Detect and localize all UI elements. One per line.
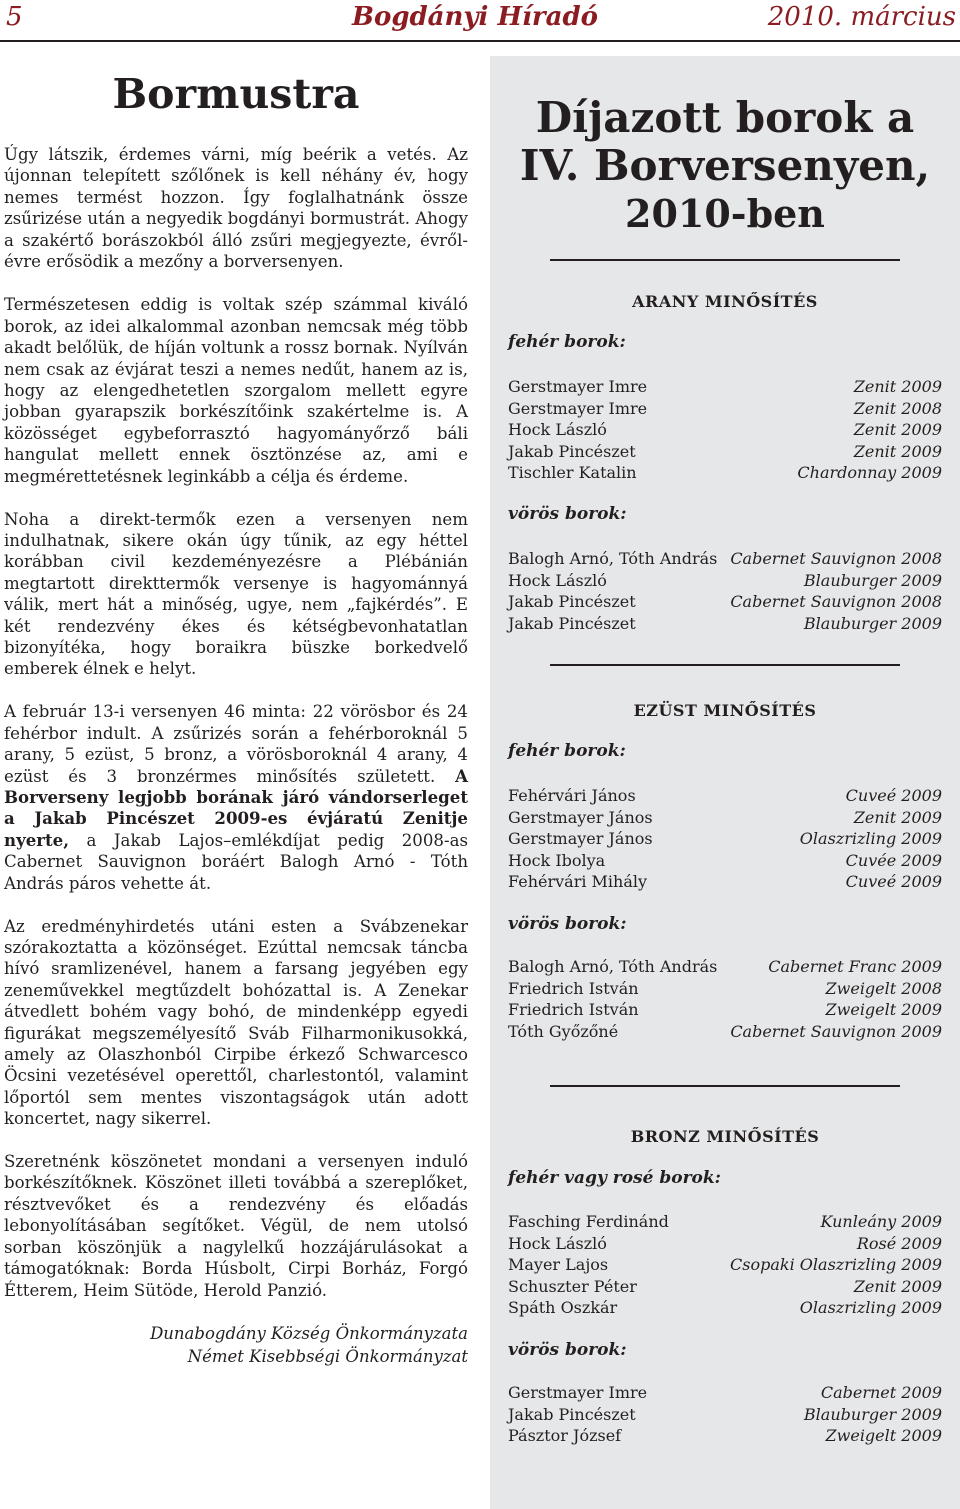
silver-white-list	[508, 785, 942, 893]
awards-title	[490, 94, 960, 238]
winemaker-name: Tischler Katalin	[508, 463, 637, 482]
awards-sidebar	[490, 56, 960, 1509]
award-row	[508, 978, 942, 1000]
wine-name: Zenit 2009	[853, 1276, 942, 1296]
wine-name: Zenit 2008	[853, 398, 942, 418]
award-row	[508, 1382, 942, 1404]
winemaker-name: Pásztor József	[508, 1426, 622, 1445]
winemaker-name: Hock László	[508, 420, 607, 439]
award-row	[508, 613, 942, 635]
paragraph-4-text-b: a Jakab Lajos–emlékdíjat pedig 2008-as Cabernet Sauvignon boráért Balogh Arnó - Tóth András páros vehette át.	[4, 830, 468, 893]
winemaker-name: Hock László	[508, 1233, 607, 1253]
article-paragraph-6: Szeretnénk köszönetet mondani a versenyen induló borkészítőknek. Köszönet illeti továbbá a szereplőket, résztvevőket és a rendezvény és előadás lebonyolításában segítőket. Végül, de nem utolsó sorban köszönjük a nagylelkű hozzájárulásokat a támogatóknak: Borda Húsbolt, Cirpi Borház, Forgó Étterem, Heim Sütöde, Herold Panzió.	[4, 1152, 468, 1300]
award-row	[508, 828, 942, 850]
winemaker-name: Friedrich István	[508, 978, 639, 998]
silver-divider	[550, 664, 900, 666]
article-paragraph-4	[4, 701, 468, 894]
wine-name: Cabernet Sauvignon 2008	[730, 549, 942, 568]
wine-name: Zenit 2009	[853, 420, 942, 439]
gold-red-category: vörös borok:	[508, 504, 627, 524]
signature	[4, 1322, 468, 1368]
article-paragraph-5: Az eredményhirdetés utáni esten a Svábzenekar szórakoztatta a közönséget. Ezúttal nemcsak táncba hívó sramlizenével, hanem a farsang jegyében egy zeneművekkel megtűzdelt bohózattal is. A Zenekar átvedlett bohém vagy bohó, de mindenképp egyedi figurákat megszemélyesítő Sváb Filharmonikusokká, amely az Olaszhonból Cirpibe érkező Schwarcesco Öcsini vezetésével operettől, charlestontól, valamint lőportól sem mentes viszontagságok után adott koncertet, nagy sikerrel.	[4, 916, 468, 1129]
gold-white-category: fehér borok:	[508, 332, 626, 352]
gold-red-list	[508, 548, 942, 634]
award-row	[508, 1211, 942, 1233]
award-row	[508, 1276, 942, 1298]
signature-line-1: Dunabogdány Község Önkormányzata	[150, 1324, 468, 1344]
winemaker-name: Tóth Győzőné	[508, 1021, 619, 1041]
bronze-red-list	[508, 1382, 942, 1447]
winemaker-name: Gerstmayer János	[508, 807, 653, 827]
paragraph-4-text-a: A február 13-i versenyen 46 minta: 22 vörösbor és 24 fehérbor indult. A zsűrizés során a fehérboroknál 5 arany, 5 ezüst, 5 bronz, a vörösboroknál 4 arany, 4 ezüst és 3 bronzérmes minősítés született.	[4, 702, 468, 786]
winemaker-name: Jakab Pincészet	[508, 592, 636, 611]
wine-name: Cabernet Franc 2009	[768, 957, 942, 976]
wine-name: Cuveé 2009	[845, 872, 942, 891]
winemaker-name: Balogh Arnó, Tóth András	[508, 957, 718, 976]
award-row	[508, 376, 942, 398]
award-row	[508, 1404, 942, 1426]
award-row	[508, 1254, 942, 1276]
winemaker-name: Fehérvári Mihály	[508, 872, 648, 891]
award-row	[508, 807, 942, 829]
winemaker-name: Schuszter Péter	[508, 1276, 637, 1296]
gold-heading: ARANY MINŐSÍTÉS	[632, 292, 818, 311]
awards-title-line-1: Díjazott borok a	[535, 93, 915, 142]
article-title: Bormustra	[112, 70, 360, 118]
article-column	[4, 58, 468, 1368]
award-row	[508, 1425, 942, 1447]
winemaker-name: Hock Ibolya	[508, 850, 606, 870]
wine-name: Cuveé 2009	[845, 786, 942, 805]
gold-divider	[550, 259, 900, 261]
winemaker-name: Gerstmayer János	[508, 829, 653, 848]
awards-title-line-2: IV. Borversenyen,	[519, 141, 931, 190]
page-number: 5	[6, 2, 23, 32]
silver-white-category: fehér borok:	[508, 741, 626, 761]
wine-name: Cuvée 2009	[845, 850, 942, 870]
header-divider	[0, 40, 960, 42]
award-row	[508, 1297, 942, 1319]
winemaker-name: Fehérvári János	[508, 786, 636, 805]
winemaker-name: Gerstmayer Imre	[508, 398, 648, 418]
page-header	[0, 0, 960, 40]
wine-name: Zenit 2009	[853, 441, 942, 461]
wine-name: Cabernet 2009	[820, 1383, 942, 1402]
winemaker-name: Hock László	[508, 570, 607, 590]
wine-name: Zenit 2009	[853, 377, 942, 396]
awards-title-line-3: 2010-ben	[625, 191, 825, 236]
article-paragraph-2: Természetesen eddig is voltak szép számmal kiváló borok, az idei alkalommal azonban nemcsak még több akadt belőlük, de híján voltunk a rossz bornak. Nyílván nem csak az évjárat teszi a nemes nedűt, hanem az is, hogy az elengedhetetlen szorgalom mellett egyre jobban gyarapszik borkészítőink szakértelme is. A közösséget egybeforrasztó hagyományőrző báli hangulat mellett ennek ösztönzése az, ami e megmérettetésnek leginkább a célja és érdeme.	[4, 295, 468, 486]
award-row	[508, 398, 942, 420]
wine-name: Kunleány 2009	[820, 1212, 942, 1231]
wine-name: Zweigelt 2009	[825, 1426, 942, 1445]
wine-name: Zenit 2009	[853, 807, 942, 827]
wine-name: Cabernet Sauvignon 2008	[730, 592, 942, 611]
award-row	[508, 570, 942, 592]
wine-name: Blauburger 2009	[803, 613, 942, 633]
wine-name: Olaszrizling 2009	[799, 829, 942, 848]
silver-red-category: vörös borok:	[508, 914, 627, 934]
winemaker-name: Jakab Pincészet	[508, 1404, 636, 1424]
award-row	[508, 1233, 942, 1255]
award-row	[508, 591, 942, 613]
winemaker-name: Mayer Lajos	[508, 1255, 609, 1274]
wine-name: Rosé 2009	[856, 1233, 942, 1253]
winemaker-name: Spáth Oszkár	[508, 1298, 618, 1317]
winemaker-name: Friedrich István	[508, 1000, 639, 1019]
award-row	[508, 956, 942, 978]
article-paragraph-3: Noha a direkt-termők ezen a versenyen nem indulhatnak, sikere okán úgy tűnik, az egy héttel korábban civil kezdeményezésre a Plébánián megtartott direkttermők versenye is hagyománnyá válik, mert hát a minőség, ugye, nem „fajkérdés”. E két rendezvény ékes és kétségbevonhatatlan bizonyítéka, hogy boraikra büszke borkedvelő emberek élnek e helyt.	[4, 509, 468, 679]
winemaker-name: Jakab Pincészet	[508, 441, 636, 461]
award-row	[508, 419, 942, 441]
newspaper-title: Bogdányi Híradó	[352, 2, 598, 32]
bronze-heading: BRONZ MINŐSÍTÉS	[630, 1127, 820, 1146]
award-row	[508, 441, 942, 463]
wine-name: Zweigelt 2009	[825, 1000, 942, 1019]
bronze-white-list	[508, 1211, 942, 1319]
winemaker-name: Gerstmayer Imre	[508, 377, 648, 396]
winemaker-name: Gerstmayer Imre	[508, 1383, 648, 1402]
wine-name: Zweigelt 2008	[825, 978, 942, 998]
wine-name: Cabernet Sauvignon 2009	[730, 1021, 942, 1041]
bronze-divider	[550, 1085, 900, 1087]
winemaker-name: Balogh Arnó, Tóth András	[508, 549, 718, 568]
award-row	[508, 999, 942, 1021]
paragraph-4-highlight: A Borverseny legjobb borának járó vándorserleget a Jakab Pincészet 2009-es évjáratú Zenitje nyerte,	[4, 765, 468, 850]
issue-date: 2010. március	[767, 2, 956, 32]
award-row	[508, 548, 942, 570]
signature-line-2: Német Kisebbségi Önkormányzat	[187, 1347, 468, 1367]
article-paragraph-1: Úgy látszik, érdemes várni, míg beérik a vetés. Az újonnan telepített szőlőnek is kell néhány év, hogy nemes termést hozzon. Így foglalhatnánk össze zsűrizése után a negyedik bogdányi bormustrát. Ahogy a szakértő borászokból álló zsűri megjegyezte, évről-évre erősödik a mezőny a borversenyen.	[4, 145, 468, 272]
wine-name: Chardonnay 2009	[797, 463, 942, 482]
gold-white-list	[508, 376, 942, 484]
silver-heading: EZÜST MINŐSÍTÉS	[633, 701, 817, 720]
award-row	[508, 871, 942, 893]
award-row	[508, 462, 942, 484]
winemaker-name: Fasching Ferdinánd	[508, 1212, 669, 1231]
wine-name: Olaszrizling 2009	[799, 1298, 942, 1317]
wine-name: Blauburger 2009	[803, 1404, 942, 1424]
bronze-red-category: vörös borok:	[508, 1340, 627, 1360]
award-row	[508, 785, 942, 807]
wine-name: Blauburger 2009	[803, 570, 942, 590]
award-row	[508, 1021, 942, 1043]
bronze-white-category: fehér vagy rosé borok:	[508, 1168, 721, 1188]
silver-red-list	[508, 956, 942, 1042]
winemaker-name: Jakab Pincészet	[508, 613, 636, 633]
wine-name: Csopaki Olaszrizling 2009	[730, 1255, 942, 1274]
award-row	[508, 850, 942, 872]
